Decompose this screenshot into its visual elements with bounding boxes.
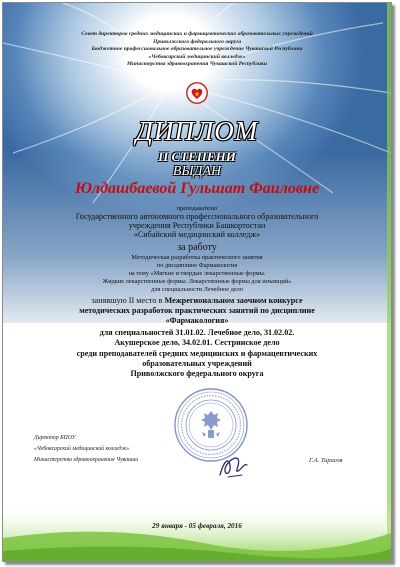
for-work-label: за работу (177, 242, 217, 253)
recipient-name: Юлдашбаевой Гульшат Фаиловне (74, 180, 320, 197)
contest-line: «Фармакология» (165, 316, 229, 325)
header-line: Министерства здравоохранения Чувашской Республики (127, 61, 267, 68)
audience-line: Приволжского федерального округа (130, 369, 264, 378)
signatory-org: «Чебоксарский медицинский колледж» (34, 446, 130, 452)
specialty-line: для специальностей 31.01.02. Лечебное дело, 31.02.02. (99, 328, 295, 337)
place-line (3, 296, 391, 305)
specialty-line: Акушерское дело, 34.02.01. Сестринское дело (114, 338, 280, 347)
place-prefix: занявшую II место в (91, 296, 165, 305)
contest-name: Межрегиональном заочном конкурсе (164, 296, 303, 305)
signatory-name: Г.А. Тарасов (309, 457, 343, 464)
header-line: «Чебоксарский медицинский колледж» (148, 53, 246, 60)
organization-line: «Сибайский медицинский колледж» (133, 230, 261, 239)
organization-line: Государственного автономного профессионального образовательного (75, 212, 319, 221)
organization-line: учреждения Республики Башкортостан (128, 221, 266, 230)
event-dates: 29 января - 05 февраля, 2016 (152, 522, 242, 530)
signatory-title: Директор БПОУ (34, 435, 76, 441)
diploma-degree: II СТЕПЕНИ (158, 149, 236, 164)
audience-line: образовательных учреждений (142, 359, 252, 368)
recipient-role: преподавателю (176, 205, 218, 212)
diploma-title: ДИПЛОМ (135, 116, 259, 146)
header-line: Совет директоров средних медицинских и фармацевтических образовательных учреждений (81, 31, 313, 37)
signatory-ministry: Министерства здравоохранения Чувашии (34, 457, 139, 463)
header-line: Бюджетное профессиональное образовательное учреждение Чувашской Республики (91, 46, 303, 53)
issued-word: ВЫДАН (172, 164, 222, 179)
diploma-sheet (2, 2, 392, 562)
work-description-line: Методическая разработка практического занятия (131, 254, 263, 261)
header-line: Приволжского федерального округа (152, 38, 242, 45)
audience-line: среди преподавателей средних медицинских и фармацевтических (76, 349, 318, 358)
work-description-line: по дисциплине Фармакология (156, 262, 238, 269)
work-description-line: Жидкие лекарственные формы. Лекарственные формы для инъекций» (102, 278, 292, 285)
signature-icon (216, 451, 250, 481)
work-description-line: для специальности Лечебное дело (151, 286, 243, 293)
heart-emblem-icon (186, 82, 208, 104)
work-description-line: на тему «Мягкие и твердые лекарственные формы. (128, 270, 266, 277)
contest-line: методических разработок практических занятий по дисциплине (79, 306, 315, 315)
